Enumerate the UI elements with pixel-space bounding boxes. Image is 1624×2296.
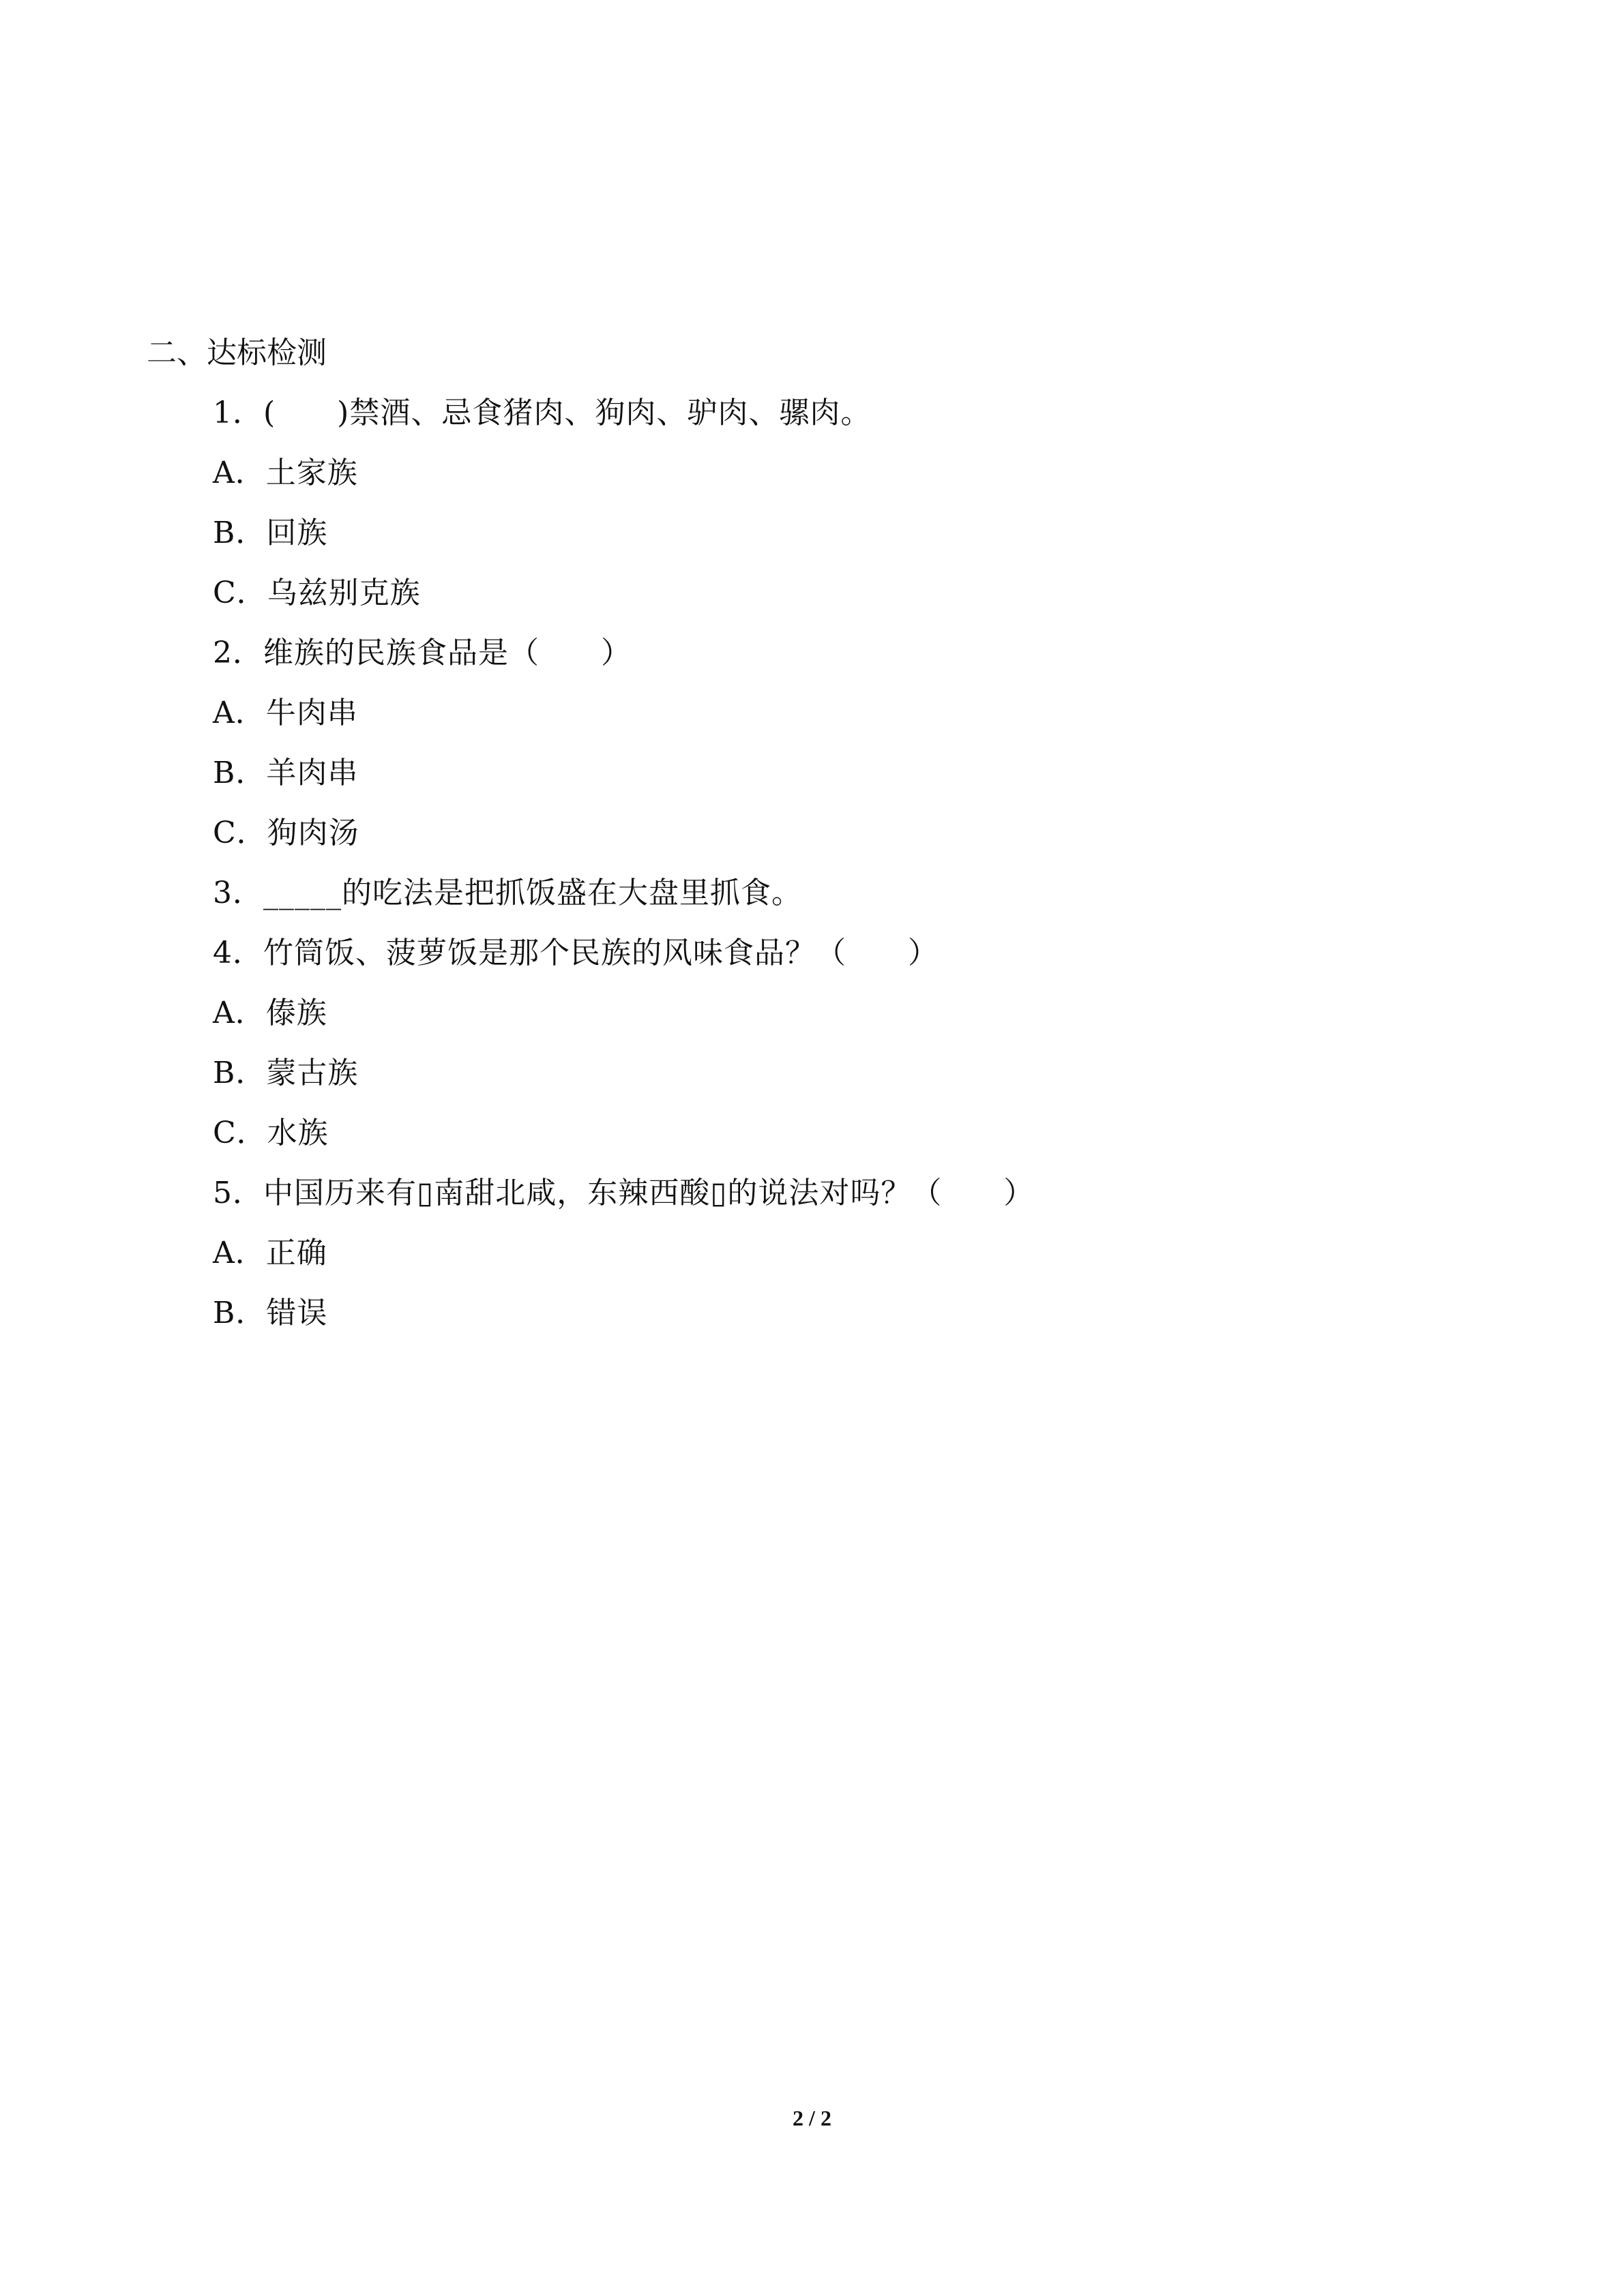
question-4-option-a: A．傣族 xyxy=(213,996,327,1030)
question-1: 1．( )禁酒、忌食猪肉、狗肉、驴肉、骡肉。 xyxy=(213,396,872,430)
page-number: 2 / 2 xyxy=(793,2106,831,2130)
question-4-option-c: C．水族 xyxy=(213,1116,329,1150)
question-2-option-b: B．羊肉串 xyxy=(213,756,359,790)
question-5: 5．中国历来有▯南甜北咸，东辣西酸▯的说法对吗？（ ） xyxy=(213,1176,1035,1210)
question-2-option-c: C．狗肉汤 xyxy=(213,816,359,850)
question-list xyxy=(213,393,1509,1353)
question-1-option-c: C．乌兹别克族 xyxy=(213,576,421,610)
question-5-option-b: B．错误 xyxy=(213,1296,328,1330)
question-3: 3．_____的吃法是把抓饭盛在大盘里抓食。 xyxy=(213,876,802,910)
question-4-option-b: B．蒙古族 xyxy=(213,1056,359,1090)
question-1-option-b: B．回族 xyxy=(213,516,328,550)
question-5-option-a: A．正确 xyxy=(213,1236,327,1270)
section-title: 二、达标检测 xyxy=(147,336,327,370)
question-2-option-a: A．牛肉串 xyxy=(213,696,358,730)
question-2: 2．维族的民族食品是（ ） xyxy=(213,636,632,670)
question-1-option-a: A．土家族 xyxy=(213,456,358,490)
question-4: 4．竹筒饭、菠萝饭是那个民族的风味食品？（ ） xyxy=(213,936,939,970)
